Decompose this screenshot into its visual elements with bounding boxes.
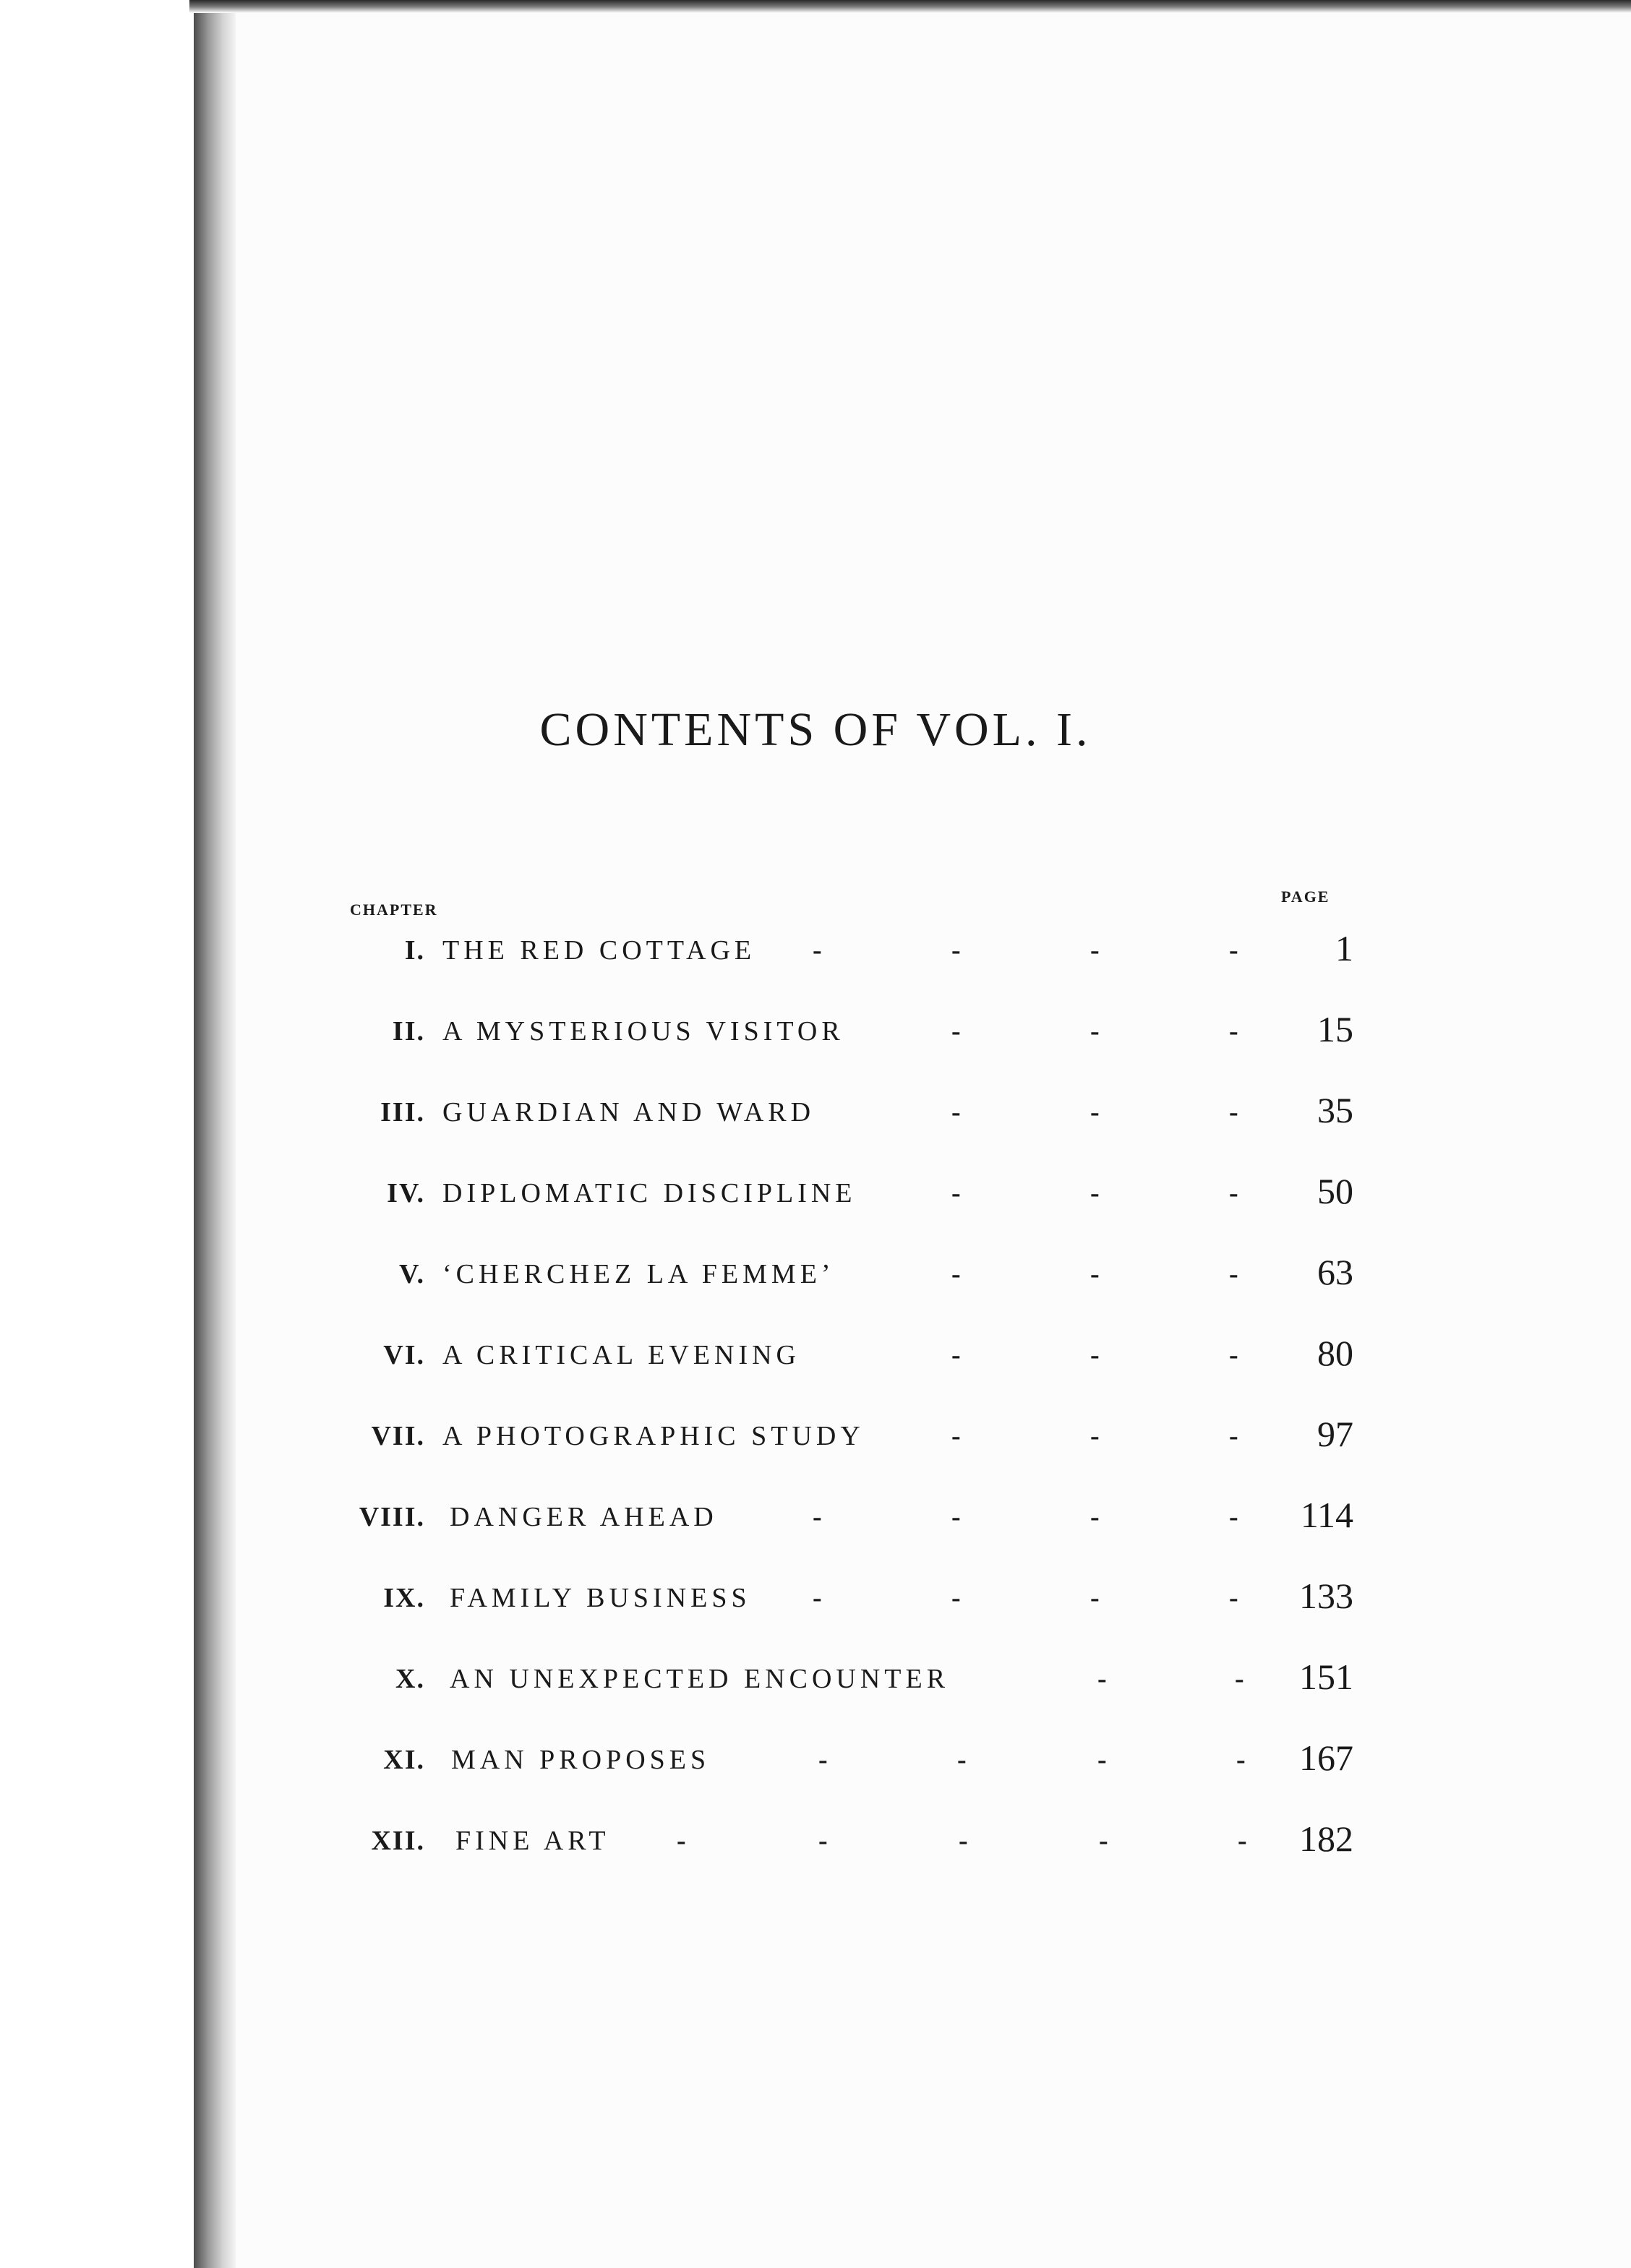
- page-number: 133: [1299, 1576, 1353, 1616]
- page-number: 35: [1317, 1090, 1353, 1130]
- page-number: 15: [1317, 1009, 1353, 1049]
- toc-entry-5: [0, 1242, 1631, 1307]
- chapter-numeral: X.: [395, 1664, 425, 1694]
- leader-dash: -: [813, 1583, 822, 1613]
- chapter-column-header: CHAPTER: [350, 901, 438, 919]
- leader-dash: -: [1229, 1178, 1238, 1208]
- chapter-numeral: V.: [398, 1259, 425, 1289]
- chapter-numeral: XII.: [371, 1826, 425, 1856]
- leader-dash: -: [813, 935, 822, 966]
- leader-dash: -: [1090, 1178, 1100, 1208]
- leader-dash: -: [1229, 1502, 1238, 1532]
- page-number: 151: [1299, 1657, 1353, 1697]
- chapter-title: A PHOTOGRAPHIC STUDY: [442, 1421, 865, 1451]
- leader-dash: -: [951, 1340, 961, 1370]
- leader-dash: -: [951, 1259, 961, 1289]
- leader-dash: -: [1229, 935, 1238, 966]
- page-number: 63: [1317, 1252, 1353, 1292]
- leader-dash: -: [1229, 1259, 1238, 1289]
- page-number: 114: [1300, 1495, 1353, 1535]
- leader-dash: -: [1099, 1826, 1108, 1856]
- chapter-numeral: II.: [392, 1016, 425, 1047]
- chapter-title: AN UNEXPECTED ENCOUNTER: [450, 1664, 950, 1694]
- leader-dash: -: [813, 1502, 822, 1532]
- page-number: 1: [1335, 928, 1353, 968]
- page-number: 80: [1317, 1333, 1353, 1373]
- leader-dash: -: [951, 1016, 961, 1047]
- leader-dash: -: [1090, 1502, 1100, 1532]
- chapter-title: DIPLOMATIC DISCIPLINE: [442, 1178, 857, 1208]
- page-number: 50: [1317, 1171, 1353, 1211]
- toc-entry-7: [0, 1404, 1631, 1469]
- toc-entry-12: [0, 1808, 1631, 1873]
- leader-dash: -: [818, 1826, 828, 1856]
- leader-dash: -: [1229, 1421, 1238, 1451]
- leader-dash: -: [957, 1745, 967, 1775]
- leader-dash: -: [1090, 1340, 1100, 1370]
- chapter-title: A CRITICAL EVENING: [442, 1340, 800, 1370]
- page-number: 182: [1299, 1818, 1353, 1859]
- leader-dash: -: [1229, 1097, 1238, 1127]
- leader-dash: -: [951, 1178, 961, 1208]
- chapter-title: A MYSTERIOUS VISITOR: [442, 1016, 844, 1047]
- leader-dash: -: [818, 1745, 828, 1775]
- chapter-title: THE RED COTTAGE: [442, 935, 756, 966]
- chapter-title: DANGER AHEAD: [450, 1502, 718, 1532]
- leader-dash: -: [1090, 1421, 1100, 1451]
- leader-dash: -: [1229, 1583, 1238, 1613]
- leader-dash: -: [959, 1826, 968, 1856]
- toc-entry-8: [0, 1485, 1631, 1550]
- leader-dash: -: [1229, 1016, 1238, 1047]
- chapter-numeral: VIII.: [359, 1502, 425, 1532]
- leader-dash: -: [1090, 1097, 1100, 1127]
- leader-dash: -: [951, 1421, 961, 1451]
- leader-dash: -: [1235, 1664, 1244, 1694]
- page-number: 97: [1317, 1414, 1353, 1454]
- chapter-title: GUARDIAN AND WARD: [442, 1097, 816, 1127]
- chapter-numeral: I.: [404, 935, 425, 966]
- chapter-numeral: IV.: [387, 1178, 425, 1208]
- toc-entry-3: [0, 1080, 1631, 1145]
- leader-dash: -: [1097, 1745, 1107, 1775]
- chapter-numeral: IX.: [383, 1583, 425, 1613]
- chapter-title: FINE ART: [455, 1826, 610, 1856]
- toc-entry-11: [0, 1727, 1631, 1792]
- page-column-header: PAGE: [1281, 888, 1330, 906]
- toc-entry-9: [0, 1565, 1631, 1631]
- toc-entry-1: [0, 918, 1631, 983]
- leader-dash: -: [1090, 1583, 1100, 1613]
- chapter-title: ‘CHERCHEZ LA FEMME’: [442, 1259, 835, 1289]
- leader-dash: -: [951, 1502, 961, 1532]
- leader-dash: -: [1229, 1340, 1238, 1370]
- chapter-numeral: XI.: [383, 1745, 425, 1775]
- chapter-numeral: III.: [380, 1097, 425, 1127]
- leader-dash: -: [1238, 1826, 1247, 1856]
- leader-dash: -: [951, 935, 961, 966]
- chapter-numeral: VI.: [383, 1340, 425, 1370]
- chapter-title: FAMILY BUSINESS: [450, 1583, 751, 1613]
- leader-dash: -: [1097, 1664, 1107, 1694]
- toc-entry-10: [0, 1646, 1631, 1711]
- page-number: 167: [1299, 1737, 1353, 1778]
- leader-dash: -: [1090, 1259, 1100, 1289]
- leader-dash: -: [677, 1826, 686, 1856]
- leader-dash: -: [951, 1097, 961, 1127]
- toc-entry-4: [0, 1161, 1631, 1226]
- toc-entry-6: [0, 1323, 1631, 1388]
- leader-dash: -: [1090, 1016, 1100, 1047]
- leader-dash: -: [1090, 935, 1100, 966]
- top-edge-shadow: [189, 0, 1631, 13]
- contents-title: CONTENTS OF VOL. I.: [539, 703, 1092, 756]
- toc-entry-2: [0, 999, 1631, 1064]
- leader-dash: -: [1236, 1745, 1246, 1775]
- chapter-title: MAN PROPOSES: [451, 1745, 711, 1775]
- chapter-numeral: VII.: [371, 1421, 425, 1451]
- leader-dash: -: [951, 1583, 961, 1613]
